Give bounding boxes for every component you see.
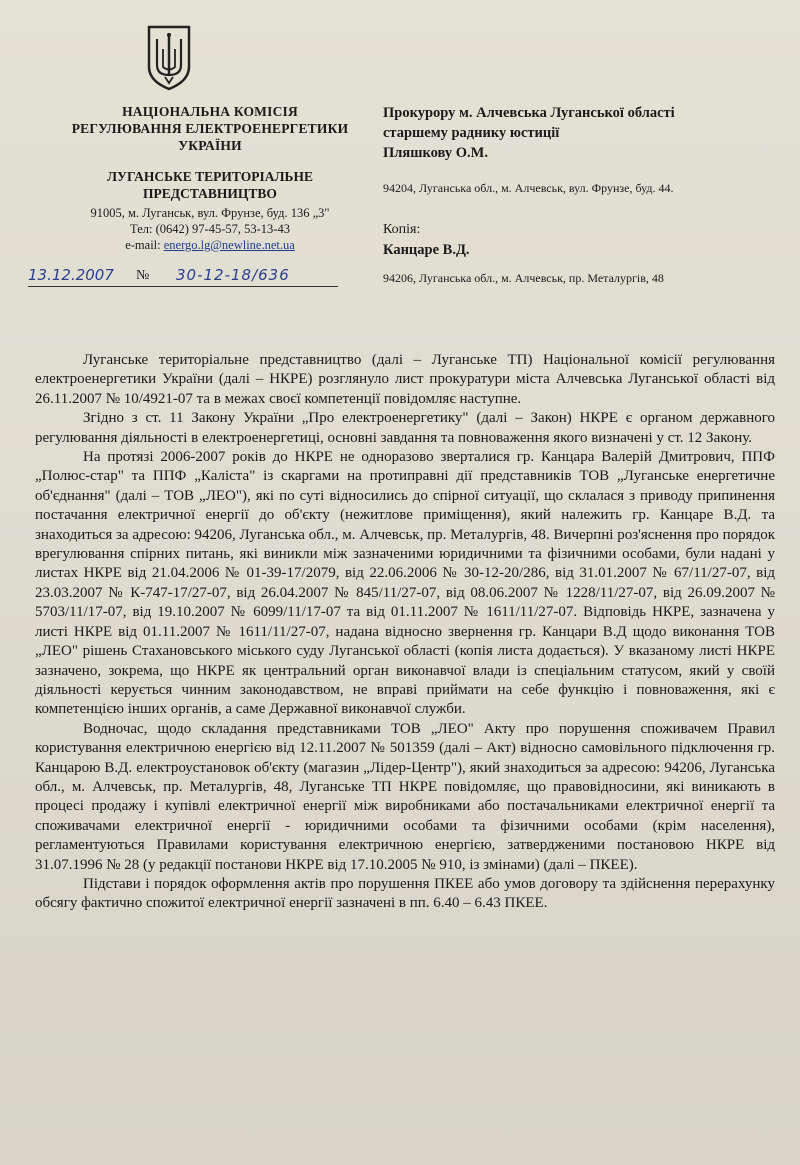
org-name-line: НАЦІОНАЛЬНА КОМІСІЯ [122,104,298,119]
copy-label: Копія: [383,222,421,237]
copy-recipient-address: 94206, Луганська обл., м. Алчевськ, пр. Металургів, 48 [383,271,664,285]
body-paragraph: Згідно з ст. 11 Закону України „Про електроенергетику" (далі – Закон) НКРЕ є органом державного регулювання діяльності в електроенергетиці, основні завдання та повноваження якого визначені у ст. 12 Закону. [35,410,775,446]
recipient-line: Пляшкову О.М. [383,145,488,161]
sender-address: 91005, м. Луганськ, вул. Фрунзе, буд. 136 „3" [90,206,330,220]
letter-body [35,351,775,914]
email-label: e-mail: [125,238,164,252]
registration-number: 30-12-18/636 [176,266,290,284]
sender-email [60,237,360,253]
body-paragraph: На протязі 2006-2007 років до НКРЕ не одноразово зверталися гр. Канцара Валерій Дмитрович, ППФ „Полюс-стар" та ППФ „Каліста" із скаргами на протиправні дії представників ТОВ „Луганське енергетичне об'єднання" (далі – ТОВ „ЛЕО"), які по суті відносились до спірної ситуації, що склалася з приводу припинення постачання електричної енергії до об'єкту (нежитлове приміщення), який належить гр. Канцаре В.Д. та знаходиться за адресою: 94206, Луганська обл., м. Алчевськ, пр. Металургів, 48. Вичерпні роз'яснення про порядок врегулювання спірних питань, які виникли між зазначеними юридичними та фізичними особами, були надані у листах НКРЕ від 21.04.2006 № 01-39-17/2079, від 22.06.2006 № 30-12-20/286, від 31.01.2007 № 67/11/27-07, від 23.03.2007 № К-747-17/27-07, від 26.04.2007 № 845/11/27-07, від 08.06.2007 № 1228/11/27-07, від 26.09.2007 № 5703/11/17-07, від 19.10.2007 № 6099/11/17-07 та від 01.11.2007 № 1611/11/27-07. Відповідь НКРЕ, зазначена у листі НКРЕ від 01.11.2007 № 1611/11/27-07, надана відносно звернення гр. Канцари В.Д щодо виконання ТОВ „ЛЕО" рішень Стахановського міського суду Луганської області (копія листа додається). У вказаному листі НКРЕ зазначено, зокрема, що НКРЕ як центральний орган виконавчої влади із спеціальним статусом, який у своїй діяльності керується чинним законодавством, не вправі приймати на себе функцію і повноваження, які є компетенцією інших органів, а саме Державної виконавчої служби. [35,449,775,718]
recipient-name [383,103,783,163]
sender-phone [60,221,360,237]
registration-date: 13.12.2007 [28,266,114,284]
recipient-block [383,103,783,286]
body-paragraph: Луганське територіальне представництво (далі – Луганське ТП) Національної комісії регулювання електроенергетики України (далі – НКРЕ) розглянуло лист прокуратури міста Алчевська Луганської області від 26.11.2007 № 10/4921-07 та в межах своєї компетенції повідомляє наступне. [35,352,775,407]
registration-underline [28,286,338,287]
email-link[interactable]: energo.lg@newline.net.ua [163,238,295,252]
recipient-line: старшему раднику юстиції [383,125,560,141]
org-name-line: РЕГУЛЮВАННЯ ЕЛЕКТРОЕНЕРГЕТИКИ [71,121,349,136]
branch-name-line: ЛУГАНСЬКЕ ТЕРИТОРІАЛЬНЕ [106,169,313,184]
org-name [60,103,360,154]
recipient-address: 94204, Луганська обл., м. Алчевськ, вул. Фрунзе, буд. 44. [383,181,674,195]
phone-value: (0642) 97-45-57, 53-13-43 [155,222,290,236]
phone-label: Тел: [130,222,156,236]
body-paragraph: Підстави і порядок оформлення актів про порушення ПКЕЕ або умов договору та здійснення перерахунку обсягу фактично спожитої електричної енергії зазначені в пп. 6.40 – 6.43 ПКЕЕ. [35,875,775,912]
recipient-line: Прокурору м. Алчевська Луганської області [383,105,675,121]
branch-name [60,168,360,202]
body-paragraph: Водночас, щодо складання представниками ТОВ „ЛЕО" Акту про порушення споживачем Правил користування електричною енергією від 12.11.2007 № 501359 (далі – Акт) відносно самовільного підключення гр. Канцарою В.Д. електроустановок об'єкту (магазин „Лідер-Центр"), який знаходиться за адресою: 94206, Луганська обл., м. Алчевськ, пр. Металургів, 48, Луганське ТП НКРЕ повідомляє, що правовідносини, які виникають в процесі продажу і купівлі електричної енергії між виробниками або постачальниками електричної енергії та споживачами електричної енергії - юридичними особами та фізичними особами (крім населення), регламентуються Правилами користування електричною енергією, затвердженими постановою НКРЕ від 31.07.1996 № 28 (у редакції постанови НКРЕ від 17.10.2005 № 910, із змінами) (далі – ПКЕЕ). [35,720,775,873]
registration-line [28,266,358,294]
copy-recipient-name: Канцаре В.Д. [383,242,470,258]
registration-number-label: № [136,268,150,283]
org-name-line: УКРАЇНИ [178,138,242,153]
sender-block [60,103,360,253]
branch-name-line: ПРЕДСТАВНИЦТВО [143,186,277,201]
coat-of-arms-icon [145,25,193,91]
